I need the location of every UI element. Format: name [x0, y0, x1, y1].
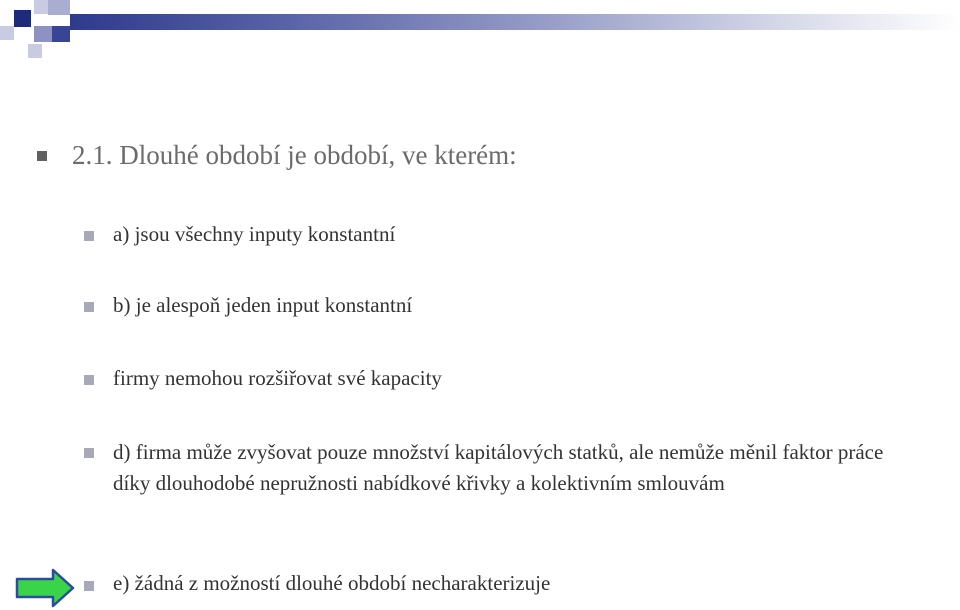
header-square-light: [0, 26, 14, 40]
option-bullet: [84, 302, 94, 312]
option-a[interactable]: a) jsou všechny inputy konstantní: [113, 222, 396, 246]
option-bullet: [84, 375, 94, 385]
option-e[interactable]: e) žádná z možností dlouhé období necharakterizuje: [113, 571, 551, 595]
option-d[interactable]: d) firma může zvyšovat pouze množství kapitálových statků, ale nemůže měnil faktor práce díky dlouhodobé nepružnosti nabídkové křivky a kolektivním smlouvám: [113, 440, 884, 495]
arrow-shape: [17, 570, 73, 606]
header-square-light: [48, 0, 70, 15]
option-bullet: [84, 448, 94, 458]
header-square-dark: [14, 10, 31, 27]
correct-answer-arrow-icon: [15, 568, 75, 608]
header-square-light: [28, 44, 42, 58]
option-c[interactable]: firmy nemohou rozšiřovat své kapacity: [113, 366, 442, 390]
option-bullet: [84, 231, 94, 241]
title-bullet: [37, 151, 47, 161]
option-b[interactable]: b) je alespoň jeden input konstantní: [113, 293, 413, 317]
header-gradient-bar: [70, 14, 960, 30]
header-square-dark: [52, 26, 70, 42]
header-square-light: [34, 0, 48, 14]
header-square-mid: [34, 26, 52, 42]
question-title: 2.1. Dlouhé období je období, ve kterém:: [72, 140, 517, 170]
option-bullet: [84, 581, 94, 591]
